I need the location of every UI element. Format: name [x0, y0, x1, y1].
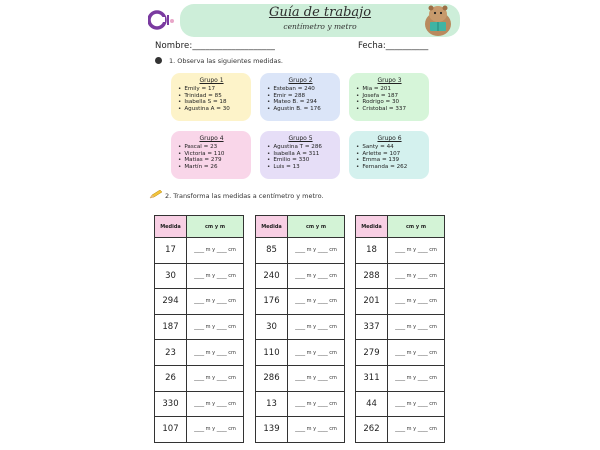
name-field[interactable]: Nombre:___________________ [155, 41, 275, 51]
measure-value: 30 [155, 263, 187, 289]
instruction-1 [155, 57, 283, 65]
answer-blank[interactable]: ____ m y ____ cm [288, 391, 345, 417]
measure-value: 176 [256, 289, 288, 315]
answer-blank[interactable]: ____ m y ____ cm [187, 263, 244, 289]
measure-value: 337 [356, 314, 388, 340]
group-title: Grupo 5 [288, 135, 313, 142]
table-row [356, 365, 445, 391]
group-item: • Pascal = 23 [178, 144, 245, 151]
answer-blank[interactable]: ____ m y ____ cm [187, 340, 244, 366]
group-card-3 [349, 73, 429, 121]
table-row [256, 340, 345, 366]
table-row [356, 340, 445, 366]
answer-blank[interactable]: ____ m y ____ cm [288, 417, 345, 443]
header-cm-m: cm y m [187, 216, 244, 238]
answer-blank[interactable]: ____ m y ____ cm [288, 289, 345, 315]
page-title: Guía de trabajo [268, 5, 372, 20]
table-row [256, 238, 345, 264]
group-item: • Trinidad = 85 [178, 93, 245, 100]
group-item: • Matias = 279 [178, 157, 245, 164]
group-item: • Victoria = 110 [178, 151, 245, 158]
conversion-table-3 [355, 215, 445, 443]
group-title: Grupo 2 [288, 77, 313, 84]
answer-blank[interactable]: ____ m y ____ cm [187, 417, 244, 443]
answer-blank[interactable]: ____ m y ____ cm [388, 238, 445, 264]
group-item: • Emir = 288 [267, 93, 334, 100]
header-measure: Medida [155, 216, 187, 238]
table-row [155, 289, 244, 315]
measure-value: 311 [356, 365, 388, 391]
date-field[interactable]: Fecha:__________ [358, 41, 429, 51]
measure-value: 30 [256, 314, 288, 340]
answer-blank[interactable]: ____ m y ____ cm [187, 289, 244, 315]
group-item: • Rodrigo = 30 [356, 99, 423, 106]
answer-blank[interactable]: ____ m y ____ cm [288, 263, 345, 289]
measure-value: 23 [155, 340, 187, 366]
measure-value: 26 [155, 365, 187, 391]
conversion-table-1 [154, 215, 244, 443]
answer-blank[interactable]: ____ m y ____ cm [388, 314, 445, 340]
table-row [256, 365, 345, 391]
answer-blank[interactable]: ____ m y ____ cm [388, 340, 445, 366]
group-item: • Emily = 17 [178, 86, 245, 93]
table-row [256, 391, 345, 417]
group-item: • Isabella S = 18 [178, 99, 245, 106]
group-title: Grupo 1 [199, 77, 224, 84]
page-subtitle: centímetro y metro [283, 22, 357, 31]
measure-value: 330 [155, 391, 187, 417]
header-cm-m: cm y m [388, 216, 445, 238]
answer-blank[interactable]: ____ m y ____ cm [288, 365, 345, 391]
answer-blank[interactable]: ____ m y ____ cm [187, 314, 244, 340]
table-row [155, 391, 244, 417]
group-title: Grupo 6 [377, 135, 402, 142]
answer-blank[interactable]: ____ m y ____ cm [388, 417, 445, 443]
group-item: • Arlette = 107 [356, 151, 423, 158]
answer-blank[interactable]: ____ m y ____ cm [187, 238, 244, 264]
group-item: • Martín = 26 [178, 164, 245, 171]
measure-value: 262 [356, 417, 388, 443]
answer-blank[interactable]: ____ m y ____ cm [388, 391, 445, 417]
bullet-icon [155, 57, 162, 64]
measure-value: 18 [356, 238, 388, 264]
group-item: • Isabella A = 311 [267, 151, 334, 158]
answer-blank[interactable]: ____ m y ____ cm [187, 391, 244, 417]
group-item: • Agustina A = 30 [178, 106, 245, 113]
measure-value: 13 [256, 391, 288, 417]
measure-value: 44 [356, 391, 388, 417]
table-row [356, 391, 445, 417]
table-row [356, 417, 445, 443]
group-item: • Santy = 44 [356, 144, 423, 151]
group-card-4 [171, 131, 251, 179]
group-item: • Josefa = 187 [356, 93, 423, 100]
instruction-2 [149, 190, 324, 200]
measure-value: 240 [256, 263, 288, 289]
group-item: • Emilio = 330 [267, 157, 334, 164]
table-row [256, 289, 345, 315]
table-row [356, 263, 445, 289]
table-row [155, 314, 244, 340]
table-row [356, 314, 445, 340]
measure-value: 107 [155, 417, 187, 443]
table-row [356, 289, 445, 315]
logo-icon [148, 9, 174, 31]
answer-blank[interactable]: ____ m y ____ cm [288, 314, 345, 340]
group-item: • Mateo B. = 294 [267, 99, 334, 106]
pencil-icon [149, 190, 163, 199]
group-card-1 [171, 73, 251, 121]
instruction-2-text: 2. Transforma las medidas a centímetro y metro. [165, 192, 324, 200]
capybara-reading-icon [420, 2, 456, 38]
table-row [155, 340, 244, 366]
header-cm-m: cm y m [288, 216, 345, 238]
answer-blank[interactable]: ____ m y ____ cm [187, 365, 244, 391]
table-row [256, 417, 345, 443]
group-card-6 [349, 131, 429, 179]
group-title: Grupo 4 [199, 135, 224, 142]
header-measure: Medida [256, 216, 288, 238]
measure-value: 201 [356, 289, 388, 315]
answer-blank[interactable]: ____ m y ____ cm [388, 263, 445, 289]
group-card-5 [260, 131, 340, 179]
group-item: • Agustina T = 286 [267, 144, 334, 151]
table-row [155, 365, 244, 391]
group-item: • Emma = 139 [356, 157, 423, 164]
table-row [155, 417, 244, 443]
group-title: Grupo 3 [377, 77, 402, 84]
table-row [155, 238, 244, 264]
table-row [356, 238, 445, 264]
measure-value: 279 [356, 340, 388, 366]
group-card-2 [260, 73, 340, 121]
group-item: • Agustin B. = 176 [267, 106, 334, 113]
group-item: • Esteban = 240 [267, 86, 334, 93]
answer-blank[interactable]: ____ m y ____ cm [288, 340, 345, 366]
measure-value: 85 [256, 238, 288, 264]
table-row [256, 263, 345, 289]
measure-value: 17 [155, 238, 187, 264]
group-item: • Mia = 201 [356, 86, 423, 93]
table-row [155, 263, 244, 289]
measure-value: 187 [155, 314, 187, 340]
group-item: • Luis = 13 [267, 164, 334, 171]
measure-value: 139 [256, 417, 288, 443]
answer-blank[interactable]: ____ m y ____ cm [388, 289, 445, 315]
conversion-table-2 [255, 215, 345, 443]
answer-blank[interactable]: ____ m y ____ cm [288, 238, 345, 264]
header-measure: Medida [356, 216, 388, 238]
answer-blank[interactable]: ____ m y ____ cm [388, 365, 445, 391]
instruction-1-text: 1. Observa las siguientes medidas. [169, 57, 283, 65]
table-row [256, 314, 345, 340]
measure-value: 110 [256, 340, 288, 366]
measure-value: 288 [356, 263, 388, 289]
group-item: • Fernanda = 262 [356, 164, 423, 171]
measure-value: 286 [256, 365, 288, 391]
group-item: • Cristobal = 337 [356, 106, 423, 113]
measure-value: 294 [155, 289, 187, 315]
